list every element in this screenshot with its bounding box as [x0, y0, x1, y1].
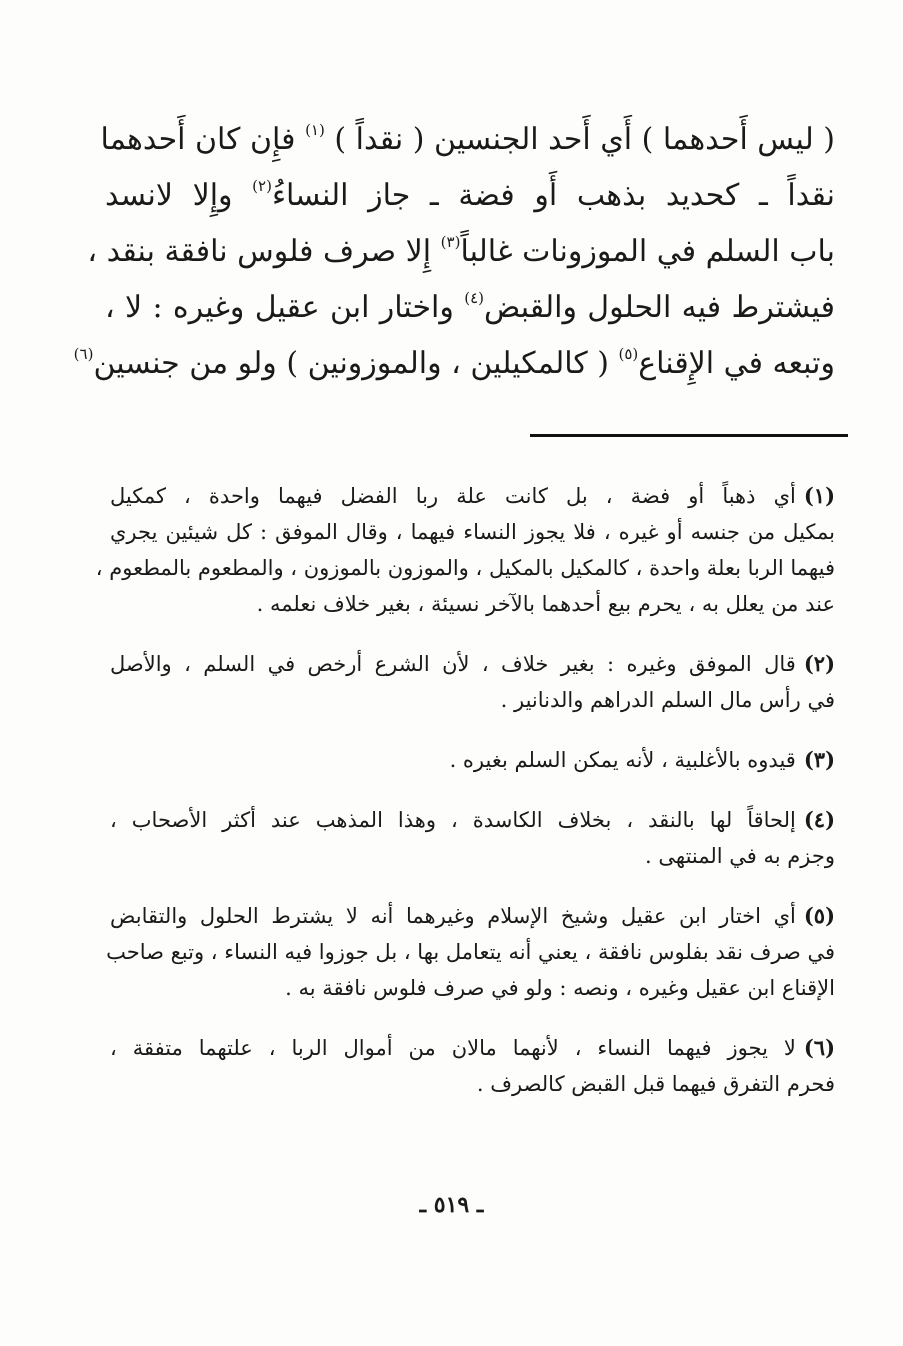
- footnotes: [95, 478, 835, 1126]
- footnote-5: [106, 898, 835, 1006]
- footnote-text: وجزم به في المنتهى .: [645, 844, 835, 868]
- main-text-line: نقداً ـ كحديد بذهب أَو فضة ـ جاز النساءُ$^{(٢)}$ وإِلا لانسد: [105, 177, 835, 213]
- main-text-line: فيشترط فيه الحلول والقبض$^{(٤)}$ واختار ابن عقيل وغيره : لا ،: [105, 289, 835, 325]
- footnote-text: إلحاقاً لها بالنقد ، بخلاف الكاسدة ، وهذا المذهب عند أكثر الأصحاب ،: [110, 808, 796, 832]
- footnote-text: فيهما الربا بعلة واحدة ، كالمكيل بالمكيل ، والموزون بالموزون ، والمطعوم بالمطعوم ،: [95, 556, 835, 580]
- footnote-text: في رأس مال السلم الدراهم والدنانير .: [500, 688, 835, 712]
- footnote-text: عند من يعلل به ، يحرم بيع أحدهما بالآخر نسيئة ، بغير خلاف نعلمه .: [256, 592, 835, 616]
- footnote-ref: (٥): [618, 345, 639, 363]
- footnote-text: قال الموفق وغيره : بغير خلاف ، لأن الشرع أرخص في السلم ، والأصل: [110, 652, 796, 676]
- footnote-text: أي اختار ابن عقيل وشيخ الإسلام وغيرهما أنه لا يشترط الحلول والتقابض: [110, 904, 796, 928]
- footnote-text: الإقناع ابن عقيل وغيره ، ونصه : ولو في صرف فلوس نافقة به .: [285, 976, 835, 1000]
- footnote-text: فحرم التفرق فيهما قبل القبض كالصرف .: [476, 1072, 835, 1096]
- footnote-number: (٣): [803, 747, 835, 772]
- footnote-text: في صرف نقد بفلوس نافقة ، يعني أنه يتعامل بها ، بل جوزوا فيه النساء ، وتبع صاحب: [106, 940, 835, 964]
- footnote-number: (٤): [803, 807, 835, 832]
- main-text: [73, 112, 835, 392]
- footnote-number: (٥): [803, 903, 835, 928]
- footnote-text: أي ذهباً أو فضة ، بل كانت علة ربا الفضل فيهما واحدة ، كمكيل: [110, 484, 796, 508]
- footnote-1: [95, 478, 835, 622]
- footnote-ref: (٣): [440, 233, 461, 251]
- footnote-4: [110, 802, 835, 874]
- footnote-separator: [530, 434, 848, 437]
- footnote-text: بمكيل من جنسه أو غيره ، فلا يجوز النساء فيهما ، وقال الموفق : كل شيئين يجري: [110, 520, 835, 544]
- footnote-number: (٦): [803, 1035, 835, 1060]
- main-text-line: وتبعه في الإِقناع$^{(٥)}$ ( كالمكيلين ، والموزونين ) ولو من جنسين$^{(٦)}$: [73, 345, 835, 381]
- main-text-line: ( ليس أَحدهما ) أَي أَحد الجنسين ( نقداً ) $^{(١)}$ فإِن كان أَحدهما: [100, 121, 835, 157]
- footnote-number: (٢): [803, 651, 835, 676]
- footnote-2: [110, 646, 835, 718]
- footnote-3: [110, 742, 835, 778]
- page-number: ـ ٥١٩ ـ: [419, 1192, 484, 1218]
- footnote-ref: (٢): [252, 177, 272, 195]
- main-text-line: باب السلم في الموزونات غالباً$^{(٣)}$ إِلا صرف فلوس نافقة بنقد ،: [87, 233, 835, 269]
- footnote-text: لا يجوز فيهما النساء ، لأنهما مالان من أموال الربا ، علتهما متفقة ،: [110, 1036, 796, 1060]
- footnote-ref: (٦): [73, 345, 94, 363]
- footnote-text: قيدوه بالأغلبية ، لأنه يمكن السلم بغيره .: [449, 748, 796, 772]
- footnote-ref: (١): [305, 121, 325, 139]
- footnote-6: [110, 1030, 835, 1102]
- footnote-ref: (٤): [464, 289, 484, 307]
- footnote-number: (١): [803, 483, 835, 508]
